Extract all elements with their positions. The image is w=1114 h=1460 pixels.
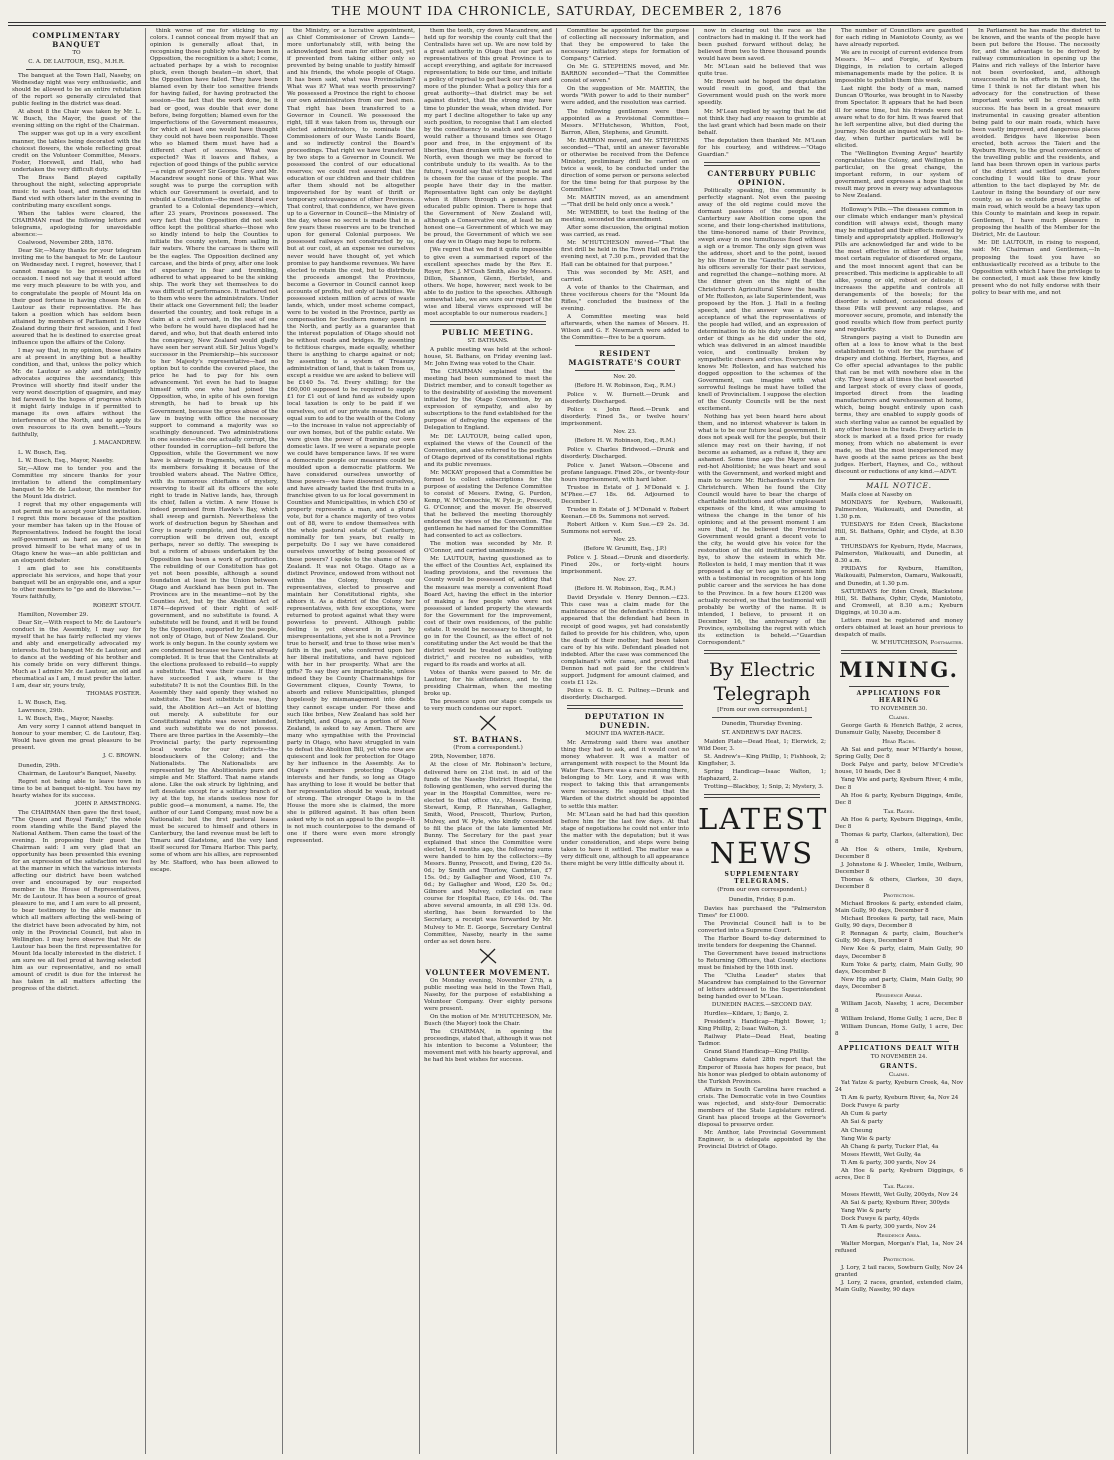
category-label: Claims. xyxy=(888,1072,910,1079)
signature: J. C. BROWN. xyxy=(103,753,141,760)
paragraph: On the suggestion of Mr. MARTIN, the words "With power to add to their number" were added, and the resolution was carried. xyxy=(561,86,689,107)
paragraph: Mr. LAUTOUR, having questioned as to the effect of the Counties Act, explained its leading provisions, and the revenues the County would be possessed of, adding that the measure was merely a convenient Road Board Act, having the effect in the interior of making a few people who were not possessed of landed property the stewards for the Government for the improvement, cost of their own residences, of the public estate. It would be necessary to thought, to go in for the Council, as the effect of not constituting under the Act would be that the district would be treated as an "outlying district," and receive no subsidies, with regard to its roads and works at all. xyxy=(424,556,552,669)
column-2 xyxy=(145,28,282,1454)
paragraph: Ah Cum & party xyxy=(841,1111,888,1118)
paragraph: Kum Yoke & party, claim, Main Gully, 90 days, December 8 xyxy=(835,961,963,975)
paragraph: A public meeting was held at the school-house, St. Bathans, on Friday evening last. Mr. John Ewing was voted to the Chair. xyxy=(424,346,552,368)
subheading: (From our own correspondent.) xyxy=(717,887,807,894)
signature: W. M'HUTCHESON, Postmaster. xyxy=(871,639,963,646)
paragraph: Mr. WEMBER, to test the feeling of the meeting, seconded the amendment. xyxy=(561,210,689,224)
signature: JOHN P. ARMSTRONG. xyxy=(75,800,141,807)
signature: J. MACANDREW. xyxy=(93,440,141,447)
category-label: Head Races. xyxy=(882,739,916,746)
paragraph: now in clearing out the race as the contractors had in making it. If the work had been pushed forward without delay, he believed from two to three thousand pounds would have been saved. xyxy=(698,28,826,63)
paragraph: In Parliament he has made the district to be known, and the wants of the people have been put before the House. The necessity for, and the advantage to be derived by railway communication in opening up the Plains and rich valleys of the Interior have not been overlooked, and, although unsuccessful in his efforts in the past, the time I think is not far distant when his advocacy for the construction of these important works will be crowned with success. He has been in a great measure instrumental in causing greater attention being paid to our main roads, which have been vastly improved, and dangerous places avoided. Bridges have likewise been erected, both across the Taieri and the Kyeburn Rivers, to the great convenience of the travelling public and the residents, and land has been thrown open in various parts of the district and settled upon. Before concluding I would like to draw your attention to the tact displayed by Mr. de Lautour in fixing the boundary of our new county, so as to exclude great lengths of main road, which would be a heavy tax upon this County to maintain and keep in repair. Gentlemen, I have much pleasure in proposing the health of the Member for the District, Mr. de Lautour. xyxy=(972,28,1100,239)
pen-mark-icon xyxy=(477,714,499,732)
caps-subheading: GRANTS. xyxy=(880,1063,918,1071)
paragraph: Mr. DE LAUTOUR, in rising to respond, said: Mr. Chairman and Gentlemen,—In proposing the toast you have so enthusiastically received as a tribute to the Opposition with which I have the privilege to be connected, I must ask these few kindly present who do not fully endorse with their policy to bear with me, and not xyxy=(972,240,1100,296)
section-heading: ST. BATHANS. xyxy=(453,735,523,745)
caps-subheading: APPLICATIONS DEALT WITH xyxy=(838,1045,960,1053)
section-heading: COMPLIMENTARY BANQUET xyxy=(32,31,121,49)
signature: ROBERT STOUT. xyxy=(92,602,141,609)
subheading: (Before H. W. Robinson, Esq., R.M.) xyxy=(574,586,676,593)
paragraph: FRIDAYS for Kyeburn, Hamilton, Waikouaiti, Palmerston, Oamaru, Waikouaiti, and Dunedin, at 1.30 p.m. xyxy=(835,566,963,587)
paragraph: Yat Yatze & party, Kyeburn Creek, 4a, Nov 24 xyxy=(835,1080,963,1094)
paragraph: The CHAIRMAN, in opening the proceedings, stated that, although it was not his intention to become a Volunteer, the movement met with his hearty approval, and he had his best wishes for success. xyxy=(424,1029,552,1064)
paragraph: Thomas & party, Clarkes, (alteration), Dec 8 xyxy=(835,831,963,845)
paragraph: Mr. M'Lean said he had had this question before him for the last few days. At that stage of negotiations he could not enter into the matter with the deputation; but it was under consideration, and steps were being taken to have it settled. The matter was a very difficult one, although to all appearance there might be very little difficulty about it. xyxy=(561,811,689,867)
subheading: Nov. 27. xyxy=(613,577,637,584)
paragraph: 29th, November, 1876. xyxy=(430,754,496,761)
subheading: (From a correspondent.) xyxy=(453,745,523,752)
paragraph: William Jacob, Naseby, 1 acre, December 8 xyxy=(835,1000,963,1014)
paragraph: William Duncan, Home Gully, 1 acre, Dec 8 xyxy=(835,1023,963,1037)
paragraph: J. Lory, 2 tail races, Sowburn Gully, Nov 24 granted xyxy=(835,1265,963,1279)
paragraph: The CHAIRMAN then gave the first toast, "The Queen and Royal Family," the whole room standing while the Band played the National Anthem. Then came the toast of the evening. In proposing their guest the Chairman said: I am very glad that an opportunity has been presented this evening for an expression of the satisfaction we feel at the manner in which the various interests affecting our district have been watched over and encouraged by our respected member in the House of Representatives, Mr. de Lautour. It has been a source of great pleasure to me, and I am sure to all present, to bear testimony to the able manner in which all matters affecting the well-being of the district have been advocated by him, not only in the Provincial Council, but also in Wellington. I may here observe that Mr. de Lautour has been the first representative for Mount Ida locally interested in the district. I am sure we all feel proud at having selected him as our representative, and no small amount of credit is due for the interest he has taken in all matters affecting the progress of the district. xyxy=(12,809,141,992)
paragraph: The banquet at the Town Hall, Naseby, on Wednesday night was very enthusiastic, and should be allowed to be an entire refutation of the report so generally circulated that public feeling in the district was dead. xyxy=(12,73,141,108)
column-7 xyxy=(830,28,967,1454)
paragraph: Nothing has yet been heard here about them, and no interest whatever is taken in what is to be our future local government. It does not speak well for the people, but their silence may rest on their having, if not become as ashamed, as a refuse it, they are ashamed. Some time ago the Mayor was a red-hot Abolitionist; he was heart and soul with the Government, and worked might and main to secure Mr. Richardson's return for Christchurch. When he found the City Council would have to bear the charge of charitable institutions and other unpleasant expenses of the kind, it was amusing to witness the change in the tenor of his opinions; and at the present moment I am sure that, if he believed the Provincial Government would grant a decent vote to the city, he would give his voice for the restoration of the old institutions. By the-bye, to show the esteem in which Mr. Rolleston is held, I may mention that it was proposed a day or two ago to present him with a testimonial in recognition of his long public career and the services he has done to the Province. In a few hours £1200 was actually received, so that the testimonial will probably be worthy of the name. It is intended, I believe, to present it on December 16, the anniversary of the Province, symbolising the regret with which its extinction is beheld.—"Guardian Correspondent." xyxy=(698,414,826,646)
masthead: THE MOUNT IDA CHRONICLE, SATURDAY, DECEMBER 2, 1876 xyxy=(331,4,783,18)
paragraph: The deputation then thanked Mr. M'Lean for his courtesy, and withdrew.—"Otago Guardian." xyxy=(698,137,826,158)
paragraph: Holloway's Pills.—The diseases common in our climate which endanger man's physical condition will always exist, though many may be mitigated and their effects moved by timely and appropriately applied. Holloway's Pills are acknowledged far and wide to be the most effective in either of these, the most certain regulator of disordered organs, and the most innocent agent that can be prescribed. This medicine is applicable to all alike, young or old, robust or delicate; it increases the appetite and controls all derangements of the bowels; for the disorder is subdued, occasional doses of these Pills will prevent any relapse, and moreover secure, promote, and intensify the good results which flow from perfect purity and regularity. xyxy=(835,207,963,333)
paragraph: The Harbor Board to-day determined to invite tenders for deepening the Channel. xyxy=(698,935,826,949)
paragraph: Mr. BARRON moved, and Mr. STEPHENS seconded—"That, until an answer favorable or otherwise be received from the Defence Minister, preliminary drill be carried on twice a week, to be conducted under the direction of some person or persons selected for the time being for that purpose by the Committee." xyxy=(561,137,689,194)
double-divider xyxy=(841,650,957,654)
paragraph: THURSDAYS for Kyeburn, Hyde, Macraes, Palmerston, Waikouaiti, and Dunedin, at 8.30 a.m. xyxy=(835,544,963,565)
subheading: Nov. 25. xyxy=(613,537,637,543)
category-label: Residence Area. xyxy=(877,1233,921,1240)
masthead-rule xyxy=(8,22,1106,23)
paragraph: George Garth & Henrich Bathje, 2 acres, Dunsmuir Gully, Naseby, December 8 xyxy=(835,723,963,737)
paragraph: I may say that, in my opinion, those affairs are at present in anything but a healthy condition, and that, unless the policy which Mr. de Lautour so ably and intelligently advocates acquires the ascendancy, this Province will shortly find itself under the very worst description of quagmire, and may bid farewell to the hopes of progress which it might fairly indulge in if permitted to manage its own affairs without the interference of the North, and to apply its own resources to its own benefit.—Yours faithfully, xyxy=(12,347,141,439)
paragraph: The "Wellington Evening Argus" heartily congratulates the Colony, and Wellington in particular, on the great change, the important reform, in our system of government, and expresses a hope that the result may prove in every way advantageous to New Zealand. xyxy=(835,150,963,200)
divider xyxy=(575,370,675,371)
paragraph: On Monday evening, November 27th, a public meeting was held in the Town Hall, Naseby, for the purpose of establishing a Volunteer Company. Over eighty persons were present. xyxy=(424,977,552,1012)
paragraph: The number of Councillors are gazetted for each riding in Maniototo County, as we have already reported. xyxy=(835,28,963,49)
paragraph: The supper was got up in a very excellent manner, the tables being decorated with the choicest flowers, the whole reflecting great credit on the Volunteer Committee, Messrs. Foster, Horswell, and Hall, who had undertaken the very difficult duty. xyxy=(12,131,141,173)
paragraph: Dunedin, 29th. xyxy=(18,762,61,769)
paragraph: Last night the body of a man, named Duncan O'Rourke, was brought in to Naseby from Spectator. It appears that he had been ill for some time, but his friends were not aware what to do for him. It was feared that he left serpentine alive, but died during the journey. No doubt an inquest will be held to-day, when further particulars will be elicited. xyxy=(835,86,963,149)
column-5 xyxy=(556,28,693,1454)
double-divider xyxy=(704,650,820,654)
paragraph: MONDAYS for Kyeburn, Waikouaiti, Palmerston, Waikouaiti, and Dunedin, at 1.30 p.m. xyxy=(835,500,963,521)
paragraph: At the close of Mr. Robinson's lecture, delivered here on 21st inst. in aid of the funds of the Naseby District Hospital, the following gentlemen, who served during the year in the Hospital Committee, were re-elected to that office viz., Messrs. Ewing, Stewart, Kemp, P. Hanrahan, Gallagher, Smith, Wood, Prescott, Thurlow, Purton, Mulvey, and W. Pyle, who kindly consented to fill the place of the late lamented Mr. Bunny. The Secretary for the past year explained that since the Committee were elected, 14 months ago, the following sums were handed to him by the collectors:—By Messrs. Bunny, Prescott, and Ewing, £20 5s. 0d.; by Smith and Thurlow, Cambrian, £7 15s. 0d.; by Gallagher and Wood, £10 7s. 6d.; by Gallagher and Wood, £20 5s. 0d.; Gilmore and Mulvey, collected on race course for Hospital Race, £9 14s. 0d. The above several amounts, in all £98 13s. 0d. sterling, has been forwarded to the Secretary, a receipt was forwarded by Mr. Mulvey to Mr. E. George, Secretary Central Committee, Naseby, nearly in the same order as set down here. xyxy=(424,762,552,945)
paragraph: L. W. Busch, Esq., Mayor, Naseby. xyxy=(18,457,114,464)
paragraph: Regret not being able to leave town in time to be at banquet to-night. You have my hearty wishes for its success. xyxy=(12,778,141,799)
paragraph: Thomas & others, Clarkes, 30 days, December 8 xyxy=(835,877,963,891)
subheading: DUNEDIN RACES.—SECOND DAY. xyxy=(711,1002,813,1009)
paragraph: The presence upon our stage compels us to very much condense our report. xyxy=(424,699,552,713)
paragraph: Mr. M'Lean replied by saying that he did not think they had any reason to grumble at the last grant which had been made on their behalf. xyxy=(698,108,826,136)
paragraph: Davies has purchased the "Palmerston Times" for £1000. xyxy=(698,905,826,919)
paragraph: Spring Handicap—Isaac Walton, 1; Haphazard, 2. xyxy=(698,769,826,783)
paragraph: The Provincial Council hall is to be converted into a Supreme Court. xyxy=(698,920,826,934)
paragraph: Moses Hewitt, Wet Gully, 200yds, Nov 24 xyxy=(841,1191,959,1198)
divider xyxy=(849,1041,949,1042)
paragraph: Walter Morgan, Morgan's Flat, 1a, Nov 24 refused xyxy=(835,1241,963,1255)
paragraph: After some discussion, the original motion was carried, as read. xyxy=(561,225,689,239)
paragraph: Ah Hoe & others, 1mile, Kyeburn, December 8 xyxy=(835,846,963,860)
paragraph: We are in receipt of current evidence from Messrs. M— and Forgie, of Kyeburn Diggings, in relation to certain alleged mismanagements made by the police. It is impossible to publish them this week. xyxy=(835,50,963,85)
paragraph: Am very sorry I cannot attend banquet in honour to your member, C. de Lautour, Esq. Would have given me great pleasure to be present. xyxy=(12,724,141,752)
column-6 xyxy=(693,28,830,1454)
paragraph: Trotting—Blackboy, 1; Snip, 2; Mystery, 3. xyxy=(704,784,824,791)
category-label: Claims. xyxy=(888,715,910,722)
paragraph: Yang Wie & party xyxy=(841,1135,891,1142)
paragraph: Mr. MCKAY proposed that a Committee be formed to collect subscriptions for the purpose of assisting the Defence Committee to consist of Messrs. Ewing, G. Purdon, Kemp, W. M'Connochie, W. Pyle jr., Prescott, G. O'Connor, and the mover. He observed that he believed the meeting thoroughly endorsed the views of the Convention. The gentlemen he had named for the Committee had consented to act as collectors. xyxy=(424,469,552,540)
paragraph: President's Handicap—Right Bower, 1; King Phillip, 2; Isaac Walton, 3. xyxy=(698,1019,826,1033)
paragraph: Dear Sir,—With respect to Mr. de Lautour's conduct in the Assembly, I may say for myself that he has fairly reflected my views and ably and energetically advocated my interests. But to banquet Mr. de Lautour, and to dance at the wedding of his brother and his comely bride on very different things. Much as I admire Mr. de Lautour, an old and rheumatical as I am, I must prefer the latter. I am, dear sir, yours truly, xyxy=(12,619,141,690)
paragraph: Ah Sai & party xyxy=(841,1119,883,1126)
paragraph: The Brass Band played capitally throughout the night, selecting appropriate music to each toast, and members of the Band vied with others later in the evening in contributing many excellent songs. xyxy=(12,174,141,209)
paragraph: Affairs in South Carolina have reached a crisis. The Democratic vote in two Counties was rejected, and sixty-four Democratic members of the State Legislature retired. Grant has placed troops at the Governor's disposal to preserve order. xyxy=(698,1086,826,1128)
paragraph: Mr. DE LAUTOUR, being called upon, explained the views of the Council of the Convention, and also referred to the position of Otago deprived of its constitutional rights and its public revenues. xyxy=(424,433,552,468)
section-heading: VOLUNTEER MOVEMENT. xyxy=(425,967,551,977)
subheading: MOUNT IDA WATER-RACE. xyxy=(585,731,665,738)
paragraph: Mails close at Naseby on xyxy=(841,491,912,498)
section-heading: DEPUTATION IN DUNEDIN. xyxy=(584,712,666,731)
paragraph: Ah Hoe & party, Kyeburn Diggings, 4mile, Dec 8 xyxy=(835,816,963,830)
category-label: Tail Races. xyxy=(883,1183,915,1190)
paragraph: On the motion of Mr. M'HUTCHESON, Mr. Busch (the Mayor) took the Chair. xyxy=(424,1013,552,1027)
paragraph: Politically speaking, the community is perfectly stagnant. Not even the passing away of the old regime could move the dormant passions of the people, and Canterbury saw Abolition come upon the scene, and their long-cherished institutions, the time-honored name of their Province, swept away in one tumultuous flood without a sigh or a tremor. The only sign given was the address, short and to the point, issued by his Honor in the "Gazette." He thanked his officers severally for their past services, and regretted the change—nothing more. At the dinner given on the night of the Christchurch Agricultural Show the health of Mr. Rolleston, as late Superintendent, was proposed by the Hon. J. Hall in a feeling speech, and the answer was a manly acceptance of what the representatives of the people had willed, and an expression of determination to do his duty under the new order of things as he did under the old, which was delivered in an almost inaudible voice, and continually broken by sympathetic cheers and cries. Everyone who knows Mr. Rolleston, and has watched his dogged opposition to the schemes of the Government, can imagine with what sorrowful feelings he must have tolled the knell of Provincialism. I suppose the election of the County Councils will be the next excitement. xyxy=(698,187,826,413)
pen-mark-icon xyxy=(477,947,499,965)
paragraph: TUESDAYS for Eden Creek, Blackstone Hill, St. Bathans, Ophir, and Clyde, at 8.30 a.m. xyxy=(835,522,963,543)
paragraph: Police v. W. Burnett.—Drunk and disorderly. Discharged. xyxy=(561,392,689,406)
section-heading: PUBLIC MEETING. xyxy=(442,327,534,337)
paragraph: Ah Cheung xyxy=(841,1127,873,1134)
divider xyxy=(575,345,675,346)
subheading: Nov. 23. xyxy=(613,429,637,436)
subheading: ST. BATHANS. xyxy=(467,337,509,344)
subheading: Dunedin, Thursday Evening. xyxy=(721,720,803,727)
paragraph: L. W. Busch, Esq., Mayor, Naseby. xyxy=(18,716,114,723)
subheading: (Before H. W. Robinson, Esq., R.M.) xyxy=(574,383,676,390)
paragraph: think worse of me for sticking to my colors. I cannot conceal from myself that an opinion is generally afloat that, in recognising those publicly who have been in Opposition, the recognition is a shot; I come, actuated perhaps by a wish to recognise pluck, even though beaten—in short, that the Opposition have failed. They have been blamed even by their too sensitive friends for having failed, for having protracted the session—the fact that the work done, be it bad or good, was double that ever done before, being forgotten; blamed even for the imperfections of the Government measures, for which at least one would have thought they could not have been responsible. Those who so blamed them must have had a different chart of success. What was expected? Was it loaves and fishes, a rejection of good things of the public service—a reign of power? Sir George Grey and Mr. Macandrew sought none of this. What was sought was to purge the corruption with which our Government is overlaid, and to rebuild a Constitution—the most liberal ever granted to a Colonial dependency—which, after 23 years, Provinces possessed. The very fact that the Opposition did not seek office kept the political sharks—those who so kindly intend to help the Counties to initiate the county system, from sailing in fair waters. Where the carcase is there will be the eagles. The Opposition declined any carcase, and the birds of prey, after one look of expectancy in fear and trembling, adhered to what appeared to be the sinking ship. The work they set themselves to do was difficult of performance. It mattered not to them who were the administrators. Under their attack one Government fell; the leader deserted the country, and took refuge in a claim at a civil servant, in the seat of one who before he would have displaced had he dared, and who, but that death entered into the conspiracy, New Zealand would gladly have seen her servant still. Sir Julius Vogel's successor in the Premiership—his successor to her Majesty's representative—had no option but to confide the covered place, the price he had to pay for his own advancement. Yet even he had to league himself with one who had joined the Opposition, who, in spite of his own foreign strength, he had to break up his Government, because the gross abuse of the law in buying with office the necessary support to command a majority was so scathingly denounced. Two administrations in one session—the one actually corrupt, the other founded in corruption—fell before the Opposition, while the Government we now have is already in fragments, with three of its members forsaking it because of the troubled waters ahead. The Native Office, with its numerous chieftains of mystery, reserving to itself all its officers the sole right to trade in Native lands, has, through its chief, fallen a victim. A new House is indeed promised from Hawke's Bay, which shall sweep and garnish. Nevertheless the work of destruction begun by Sheehan and Grey is nearly complete, and the devils of corruption will be driven out, except perhaps, never so deftly. The sweeping is but a reform of abuses undertaken by the Opposition has been a work of purification. The rebuilding of our Constitution has got yet not been possible, although a sound foundation at least in the Union between Otago and Auckland has been put in. The Provinces are in the meantime—not by the Counties Act, but by the Abolition Act of 1874—deprived of their right of self-government, and no substitute is found. A substitute will be found, and it will be found by the Opposition, supported by the people, not only of Otago, but of New Zealand. Our work is only begun. In the county system we are condemned because we have not already completed. It is true that the Centralists at the elections professed to rebuild—to supply a substitute. That was their cause. If they have succeeded I ask, where is the substitute? It is not the Counties Bill. In the Assembly they said openly they wished no substitute. The best substitute was, they said, the Abolition Act—an Act of blotting out merely. A substitute for our Constitutional rights was never intended, and such substitute we do not possess. There are three parties in the Assembly—the Provincial party; the party representing local works for our districts—the bloodsuckers of the Colony; and the Nationalists. The Nationalists are represented by the Abolitionists pure and simple and Mr. Stafford. That name stands alone. Like the oak struck by lightning, and left desolate except for a solitary branch of ivy at the top, he stands useless now for public good—a monument, a name. He, the author of our Land Company, must now be a Nationalist: but the first pastoral leases must be secured to himself and others in Canterbury, the land revenue must be left to Timaru and Gladstone, and the very land itself secured for Timaru Harbor. This party, some of whom are his allies, are represented by Mr. Stafford, who has been allowed to escape. xyxy=(150,28,278,873)
paragraph: Maiden Plate—Dead Heat, 1; Elerwick, 2; Wild Deer, 3. xyxy=(698,739,826,753)
paragraph: Mr. Armstrong said there was another thing they had to ask, and it would cost no money whatever. It was a matter of arrangement with respect to the Mount Ida Water Race. There was a race running there, belonging to Mr. Lory, and it was with respect to taking this that arrangements were necessary. He suggested that the Warden of the district should be appointed to settle this matter. xyxy=(561,740,689,810)
subheading: TO xyxy=(72,50,81,56)
paragraph: Ah Hoe & party, Kyeburn Diggings, 4mile, Dec 8 xyxy=(835,792,963,806)
paragraph: Police v. J. Stead.—Drunk and disorderly. Fined 20s., or forty-eight hours imprisonment. xyxy=(561,555,689,576)
paragraph: Michael Brookes & party, extended claim, Main Gully, 90 days, December 8 xyxy=(835,901,963,915)
divider xyxy=(849,686,949,687)
paragraph: Mr. MARTIN moved, as an amendment—"That drill be held only once a week." xyxy=(561,195,689,209)
paragraph: L. W. Busch, Esq. xyxy=(18,700,67,707)
paragraph: Votes of thanks were passed to Mr. de Lautour, for his attendance, and to the presiding Chairman, when the meeting broke up. xyxy=(424,670,552,698)
mining-heading: MINING. xyxy=(839,656,959,682)
paragraph: The following gentlemen were then appointed as a Provisional Committee—Messrs. M'Hutcheson, Whitton, Foot, Barron, Allen, Stephens, and Grumitt. xyxy=(561,108,689,136)
column-4 xyxy=(419,28,556,1454)
paragraph: Yang Wie and party, Kyeburn River, 4 mile, Dec 8 xyxy=(835,777,963,791)
section-heading: RESIDENT MAGISTRATE'S COURT xyxy=(568,349,682,368)
subheading: (Before W. Grumitt, Esq., J.P.) xyxy=(583,546,667,553)
paragraph: them the teeth, cry down Macandrew, and held up for worship the county cult that the Centralists have set up. We are now told by a great authority in Otago that our part as representatives of this great Province is to accept everything, and agitate for increased representation; to bide our time, and initiate a policy of reprisal to get back our share and more of the plunder. What a policy this for a great authority—that district may be set against district, that the strong may have time to plunder the weak, when divided. For my part I decline altogether to take up any such position, to recognise that I am elected by the constituency to snatch and devour. I would rather a thousand times see Otago poor and free, in the enjoyment of its liberties, than drunken with the spoils of the North, even though we may be forced to contribute unduly to its wealth. As to the future, I would say that victory must be and is chosen for the cause of the people. The people have their day in the matter. Representative light can only be daylight when it filters through a generous and educated public opinion. There is hope that the Government of New Zealand will, although a Conservative one, at least be an honest one—a Government of which we may be proud, the Government of which we see one day we in Otago may hope to reform. xyxy=(424,28,552,246)
paragraph: Mr. Amthor, late Provincial Government Engineer, is a delegate appointed by the Provincial District of Otago. xyxy=(698,1129,826,1151)
paragraph: Ah Sai and party, near M'Hardy's house, Spring Gully, Dec 8 xyxy=(835,747,963,761)
paragraph: Dock Fuwye & party xyxy=(841,1103,900,1110)
paragraph: Hamilton, November 29. xyxy=(18,611,89,618)
category-label: Tail Races. xyxy=(883,808,915,815)
paragraph: Chairman, de Lautour's Banquet, Naseby. xyxy=(18,770,137,777)
category-label: Protection. xyxy=(883,893,915,900)
telegraph-heading: By Electric Telegraph xyxy=(708,658,815,705)
paragraph: Committee be appointed for the purpose of collecting all necessary information, and that they be empowered to take the necessary initiatory steps for formation of Company." Carried. xyxy=(561,28,689,63)
paragraph: Grand Stand Handicap—King Phillip. xyxy=(704,1049,810,1056)
paragraph: Hurdles—Kildare, 1; Banjo, 2. xyxy=(704,1011,789,1018)
paragraph: Moses Hewitt, Wet Gully, 4a xyxy=(841,1151,921,1158)
paragraph: Railway Plate—Dead Heat, beating Tadmor. xyxy=(698,1034,826,1048)
paragraph: Police v. Janet Watson.—Obscene and profane language. Fined 20s., or twenty-four hours imprisonment, with hard labor. xyxy=(561,462,689,483)
paragraph: Dock Fuwye & party, 40yds xyxy=(841,1216,919,1223)
paragraph: Mr. Brown said he hoped the deputation would result in good, and that the Government would push on the work more speedily. xyxy=(698,79,826,107)
paragraph: Cablegrams dated 28th report that the Emperor of Russia has hopes for peace, but his honor was pledged to obtain autonomy of the Turkish Provinces. xyxy=(698,1057,827,1085)
caps-subheading: SUPPLEMENTARY TELEGRAMS. xyxy=(724,871,800,886)
paragraph: David Drysdale v. Henry Dennon.—£23. This case was a claim made for the maintenance of the defendant's children. It appeared that the defendant had been in receipt of good wages, yet had consistently failed to provide for his children, who, upon the death of their mother, had been taken care of by his wife. Defendant pleaded not indebted. After the case was commenced the complainant's wife came, and proved that Dennon had not paid for the children's support. Judgment for amount claimed, and costs £1 12s. xyxy=(561,595,689,686)
column-8 xyxy=(967,28,1104,1454)
paragraph: St. Andrew's—King Phillip, 1; Fishhook, 2; Kingfisher, 3. xyxy=(698,754,826,768)
double-divider xyxy=(704,794,820,798)
paragraph: At about 8 the Chair was taken by Mr. L. W. Busch, the Mayor, the guest of the evening sitting on the right of the Chairman. xyxy=(12,109,141,130)
category-label: Protection. xyxy=(883,1257,915,1264)
paragraph: Trustee in Estate of J. M'Donald v. J. M'Phee.—£7 18s. 6d. Adjourned to December 1. xyxy=(561,484,689,505)
paragraph: Robert Aitken v. Kum Sue.—£9 2s. 3d. Summons not served. xyxy=(561,521,689,535)
paragraph: William Ireland, Home Gully, 1 acre, Dec 8 xyxy=(841,1015,963,1022)
signature: THOMAS FOSTER. xyxy=(86,691,141,698)
paragraph: The CHAIRMAN explained that the meeting had been summoned to meet the District member, and to consult together as to the desirability of assisting the movement initiated by the Otago Convention, by an expression of sympathy, and also by subscriptions to the fund established for the purpose of defraying the expenses of the Delegation to England. xyxy=(424,369,552,432)
paragraph: New Hip and party, Claim, Main Gully, 90 days, December 8 xyxy=(835,976,963,990)
paragraph: Ah Sai & party, Kyeburn River, 300yds xyxy=(841,1199,950,1206)
divider xyxy=(849,479,949,480)
subheading: Nov. 20. xyxy=(613,374,637,381)
divider xyxy=(849,203,949,204)
subheading: (Before H. W. Robinson, Esq., R.M.) xyxy=(574,438,676,445)
paragraph: Mr. M'HUTCHESON moved—"That the first drill be held in the Town Hall on Friday evening next, at 7.30 p.m., provided that the Hall can be obtained for that purpose." xyxy=(561,240,689,268)
paragraph: Letters must be registered and money orders obtained at least an hour previous to despatch of mails. xyxy=(835,617,963,638)
paragraph: On Mr. G. STEPHENS moved, and Mr. BARRON seconded—"That the Committee consist of seven." xyxy=(561,64,689,85)
paragraph: Police v. Charles Bridwood.—Drunk and disorderly. Discharged. xyxy=(561,447,689,461)
paragraph: A vote of thanks to the Chairman, and three vociferous cheers for the "Mount Ida Rifles," concluded the business of the evening. xyxy=(561,284,689,312)
subheading: C. A. DE LAUTOUR, ESQ., M.H.R. xyxy=(28,59,125,66)
caps-subheading: APPLICATIONS FOR HEARING xyxy=(856,689,942,704)
subheading: Dunedin, Friday, 8 p.m. xyxy=(728,896,796,903)
subheading: [From our own correspondent.] xyxy=(717,706,807,713)
paragraph: The Government have issued instructions to Returning Officers, that County elections must be finished by the 16th inst. xyxy=(698,950,826,971)
paragraph: J. Lory, 2 races, granted, extended claim, Main Gully, Naseby, 90 days xyxy=(835,1280,963,1294)
paragraph: [We regret that we find it quite impossible to give even a summarised report of the excellent speeches made by the Rev. E. Royer, Rev. J. M'Cosh Smith, also by Messrs. Dillon, Shannon, Glenn, Hertslet, and others. We hope, however, next week to be able to do justice to the speeches. Although somewhat late, we are sure our report of the wise and liberal views expressed will be most acceptable to our numerous readers.] xyxy=(424,247,552,317)
newspaper-page xyxy=(8,28,1106,1454)
paragraph: Sir,—Allow me to tender you and the Committee my sincere thanks for your invitation to attend the complimentary banquet to Mr. de Lautour, the member for the Mount Ida district. xyxy=(12,465,141,500)
paragraph: J. Johnstone & J. Wheeler, 1mile, Welburn, December 8 xyxy=(835,861,963,876)
paragraph: Lawrence, 29th. xyxy=(18,708,65,715)
section-heading: CANTERBURY PUBLIC OPINION. xyxy=(707,168,817,187)
paragraph: the Ministry, or a lucrative appointment, as Chief Commissioner of Crown Lands—more unfortunately still, with being the acknowledged best man for either post, yet if prevented from taking either only so prevented by being unable to justify himself and his friends, the whole people of Otago. It has been said, what was Provincialism? What was it? What was worth preserving? We possessed a Province the right to choose our own administrators from our best men. That right has been transferred to a Governor in Council. We possessed the right, till it was taken from us, through our elected administrators, to nominate the Commissioners of our Waste Lands Board, and so indirectly control the Board's proceedings. That right we have transferred by two steps to a Governor in Council. We possessed the control of our educational reserves; we could rest assured that the education of our children and their children after them should not be altogether impoverished for by want of thrift or temporary extravagance of other Provinces. That control, that confidence, we have given up to a Governor in Council—the Ministry of the day, whose no secret is made that in a few years these reserves are to be trenched upon for general Colonial purposes. We possessed railways not constructed by us, but at our cost, at an expense we ourselves never would have thought of, yet which promise to pay handsome revenues. We have elected to retain the cost, but to distribute the proceeds amongst the Provinces, become a Governor in Council cannot keep accounts of profits, but only of liabilities. We possessed sixteen million of acres of waste lands, which, under most scheme compact, were to be vested in the Province, partly as compensation for Southern money spent in the North, and partly as a guarantee that the interest population of Otago should not be without roads and bridges. By assenting to fictitious charges, made equally, whether there is anything to charge against or not; by assenting to a system of Treasury administration of land, that is taken from us, except a residue we are asked to believe will be £140 5s. 7d. Every shilling; for the £60,000 supposed to be required to supply £1 for £1 out of land fund as subsidy upon local taxation is only to be paid if we ourselves, out of our private means, find an equal sum to add to the wealth of the Colony—to the increase in value not appreciably of our own homes, but of the public estate. We were given the power of framing our own domestic laws. If we were a separate people we could have temperance laws. If we were a democratic people our measures could be moulded upon a democratic platform. We have considered ourselves unworthy of these powers—we have disowned ourselves, and have already tasted the first fruits in a franchise given to us for local government in Counties and Municipalities, in which £50 of property represents a man, and a plural vote, but for a chance majority of two votes out of 88, were to endow themselves with the whole pastoral estate of Canterbury, nominally for ten years, but really in perpetuity. Do I say we have considered ourselves unworthy of being possessed of these powers? I spoke to the shame of New Zealand. It was not Otago. Otago as a distinct Province, endowed from without not within the Colony, through our representatives, elected to preserve and maintain her Constitutional rights, she abhors it. As a district of the Colony her representatives, with few exceptions, were returned to protest against what they were powerless to prevent. Although public feeling is yet obscured in part by misrepresentations, yet she is not a Province true to herself, and true to those wise men's faith in the past, who conferred upon her her liberal institutions, and have rejoiced with her in her prosperity. What are the gifts? To say they are impracticable, unless indeed they be County Chairmanships for Government cliques, County Towns, to absorb and relieve Municipalities, plunged hopelessly by mismanagement into debts they cannot escape under. For these and such like bribes, New Zealand has sold her birthright, and Otago, as a portion of New Zealand, is asked to say Amen. There are many who sympathise with the Provincial party in Otago, who have struggled in vain to defeat the Abolition Bill, yet who now are quiescent and look for protection for Otago by her influence in the Assembly. As to Otago's members protecting Otago's interests and her funds, so long as Otago has anything to lose it would be better that her representation should be weak, instead of strong. The stronger Otago is in the House the more she is claimed, the more she is pilfered against. It has often been asked why is not an appeal to the people—It is not much counterpoise to the demand of one if there were even more strongly represented. xyxy=(287,28,415,845)
paragraph: Ah Chang & party, Tucker Flat, 4a xyxy=(841,1143,939,1150)
paragraph: This was seconded by Mr. ASH, and carried. xyxy=(561,269,689,283)
paragraph: The motion was seconded by Mr. P. O'Connor, and carried unanimously. xyxy=(424,541,552,555)
double-divider xyxy=(704,162,820,166)
paragraph: Yang Wie & party xyxy=(841,1207,891,1214)
category-label: Residence Areas. xyxy=(875,992,923,999)
paragraph: Dock Palye and party, below M'Credie's house, 10 heads, Dec 8 xyxy=(835,762,963,776)
latest-news-heading: LATEST NEWS xyxy=(698,802,829,871)
double-divider xyxy=(567,705,683,709)
paragraph: Trustee in Estate of J. M'Donald v. Robert Keenan.—£6 9s. Summons not served. xyxy=(561,506,689,520)
mail-notice-heading: MAIL NOTICE. xyxy=(866,481,932,490)
paragraph: When the tables were cleared, the CHAIRMAN read the following letters and telegrams, apologising for unavoidable absence:— xyxy=(12,210,141,239)
paragraph: Ti Am & party, 300 yards, Nov 24 xyxy=(841,1159,936,1166)
paragraph: Strangers paying a visit to Dunedin are often at a loss to know what is the best establishment to visit for the purchase of drapery and clothing. Herbert, Haynes, and Co offer special advantages to the public that can be met with nowhere else in the city. They keep at all times the best assorted and largest stock of every class of goods, imported direct from the leading manufacturers and warehousemen at home, which, being bought entirely upon cash terms, they are enabled to supply goods of such sterling value as cannot be equalled by any other house in the trade. Every article in stock is marked at a fixed price for ready money, from which no abatement is ever made, so that the most inexperienced may have goods at the same prices as the best judges. Herbert, Haynes, and Co., without discount or reductions of any kind.—ADVT. xyxy=(835,334,963,475)
subheading: TO NOVEMBER 24. xyxy=(870,1054,928,1061)
column-1 xyxy=(8,28,145,1454)
subheading: TO NOVEMBER 30. xyxy=(870,706,928,713)
paragraph: New Kee & party, claim, Main Gully, 90 days, December 8 xyxy=(835,946,963,960)
paragraph: A Committee meeting was held afterwards, when the names of Messrs. H. Wilson and G. F. Newmarch were added to the Committee—five to be a quorum. xyxy=(561,313,689,341)
column-3 xyxy=(282,28,419,1454)
paragraph: Police v. John Reed.—Drunk and disorderly. Fined 5s., or twelve hours' imprisonment. xyxy=(561,407,689,428)
divider xyxy=(26,69,127,70)
divider xyxy=(712,717,812,718)
paragraph: Mr. M'Lean said he believed that was quite true. xyxy=(698,64,826,78)
paragraph: Dear Sir,—Many thanks for your telegram inviting me to the banquet to Mr. de Lautour on Wednesday next. I regret, however, that I cannot manage to be present on the occasion. I need not say that it would afford me very much pleasure to be with you, and to congratulate the people of Mount Ida on their good fortune in having chosen Mr. de Lautour as their representative. He has taken a position which has seldom been attained by members of Parliament in New Zealand during their first session, and I feel assured that he is destined to exercise great influence upon the affairs of the Colony. xyxy=(12,248,141,346)
paragraph: The "Clutha Leader" states that Macandrew has complained to the Governor of letters addressed to the Superintendent being handed over to M'Lean. xyxy=(698,972,826,1001)
masthead-rule-double xyxy=(8,25,1106,26)
paragraph: I am glad to see his constituents appreciate his services, and hope that your banquet will be an enjoyable one, and a spur to other members to "go and do likewise."—Yours faithfully, xyxy=(12,566,141,601)
paragraph: Ah Hoe & party, Kyeburn Diggings, 6 acres, Dec 8 xyxy=(835,1167,963,1181)
paragraph: Ti Am & party, 300 yards, Nov 24 xyxy=(841,1224,936,1231)
paragraph: I regret that my other engagements will not permit me to accept your kind invitation. I regret this more because of the position your member has taken up in the House of Representatives. Indeed he fought the local self-government as hard as any, and he proved himself to be what many of us in Otago knew he was—an able politician and an eloquent debater. xyxy=(12,501,141,565)
paragraph: L. W. Busch, Esq. xyxy=(18,449,67,456)
double-divider xyxy=(430,321,546,325)
paragraph: Ti Am & party, Kyeburn River, 4a, Nov 24 xyxy=(841,1095,959,1102)
paragraph: Coalwood, November 28th, 1876. xyxy=(18,240,114,247)
paragraph: Police v. G. B. C. Pultney.—Drunk and disorderly. Discharged. xyxy=(561,687,689,701)
paragraph: P. Rennagan & party, claim, Boucher's Gully, 90 days, December 8 xyxy=(835,931,963,945)
subheading: ST. ANDREW'S DAY RACES. xyxy=(721,729,803,736)
paragraph: Michael Brookes & party, tail race, Main Gully, 90 days, December 8 xyxy=(835,916,963,930)
paragraph: SATURDAYS for Eden Creek, Blackstone Hill, St. Bathans, Ophir, Clyde, Maniototo, and Cromwell, at 8.30 a.m.; Kyeburn Diggings, at 10.30 a.m. xyxy=(835,588,963,616)
